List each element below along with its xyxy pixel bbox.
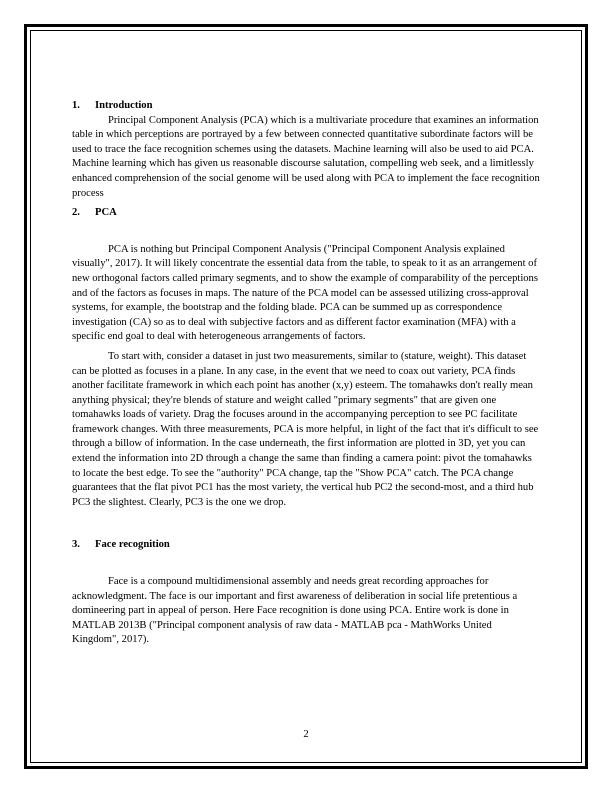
section-heading-pca: [72, 206, 540, 221]
page-number: 2: [303, 729, 309, 740]
section-number: 1.: [72, 100, 80, 111]
paragraph-pca-example: To start with, consider a dataset in just two measurements, similar to (stature, weight). This dataset can be plotted as focuses in a plane. In any case, in the event that we need to coax out variety, PCA finds another facilitate framework in which each point has another (x,y) esteem. The tomahawks don't really mean anything physical; they're blends of stature and weight called "primary segments" that are given one tomahawks loads of variety. Drag the focuses around in the accompanying perception to see PC facilitate framework changes. With three measurements, PCA is more helpful, in light of the fact that it's difficult to see through a billow of information. In the case underneath, the first information are plotted in 3D, yet you can extend the information into 2D through a change the same than finding a camera point: pivot the tomahawks to locate the best edge. To see the "authority" PCA change, tap the "Show PCA" catch. The PCA change guarantees that the flat pivot PC1 has the most variety, the vertical hub PC2 the second-most, and a third hub PC3 the slightest. Clearly, PC3 is the one we drop.: [72, 350, 539, 508]
section-heading-introduction: [72, 99, 540, 114]
section-title: Face recognition: [95, 539, 170, 551]
section-number: 3.: [72, 539, 80, 551]
section-title: Introduction: [95, 100, 153, 111]
document-body: [72, 99, 540, 648]
section-heading-face-recognition: [72, 538, 540, 553]
section-number: 2.: [72, 207, 80, 219]
paragraph-introduction: Principal Component Analysis (PCA) which is a multivariate procedure that examines an information table in which perceptions are portrayed by a few between connected quantitative subordinate factors will be used to trace the face recognition schemes using the datasets. Machine learning will also be used to aid PCA. Machine learning which has given us reasonable discourse salutation, compelling web seek, and a limitlessly enhanced comprehension of the social genome will be used along with PCA to implement the face recognition process: [72, 114, 540, 199]
paragraph-pca-definition: PCA is nothing but Principal Component Analysis ("Principal Component Analysis explained visually", 2017). It will likely concentrate the essential data from the table, to speak to it as an arrangement of new orthogonal factors called primary segments, and to show the example of comparability of the perceptions and of the factors as focuses in maps. The nature of the PCA model can be assessed utilizing cross-approval systems, for example, the bootstrap and the folding blade. PCA can be summed up as correspondence investigation (CA) so as to deal with subjective factors and as different factor examination (MFA) with a specific end goal to deal with heterogeneous arrangements of factors.: [72, 243, 538, 343]
paragraph-face-recognition: Face is a compound multidimensional assembly and needs great recording approaches for acknowledgment. The face is our important and first awareness of deliberation in social life pretentious a domineering part in appeal of person. Here Face recognition is done using PCA. Entire work is done in MATLAB 2013B ("Principal component analysis of raw data - MATLAB pca - MathWorks United Kingdom", 2017).: [72, 576, 518, 646]
section-title: PCA: [95, 207, 117, 219]
